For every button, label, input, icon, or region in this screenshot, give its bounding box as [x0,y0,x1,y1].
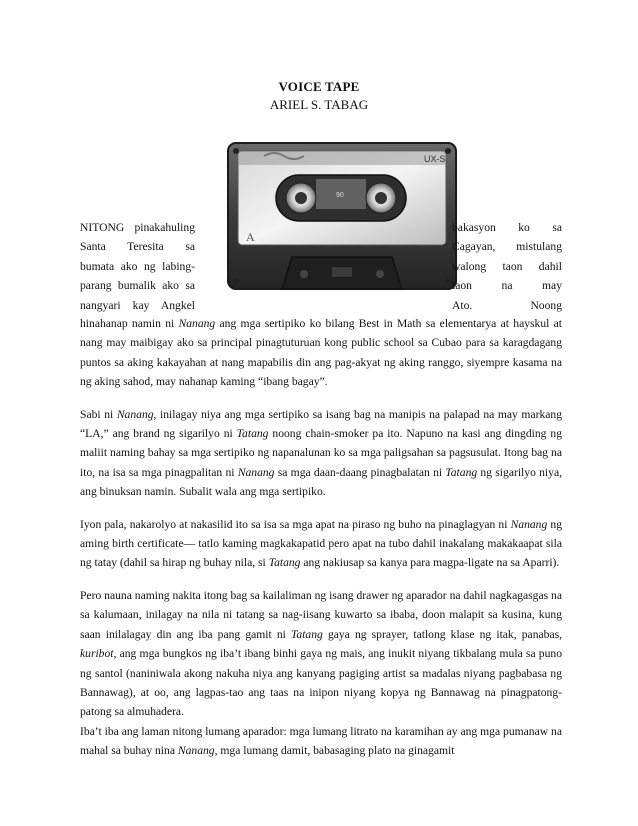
paragraph-3: Iyon pala, nakarolyo at nakasilid ito sa isa sa mga apat na piraso ng buho na pinaglagyan ni Nanang ng aming birth certificate— tatlo kaming magkakapatid pero apat na tubo dahil inakalang makakaapat sila ng tatay (dahil sa hirap ng buhay nila, si Tatang ang nakiusap sa kanya para magpa-ligate na sa Aparri). [80,517,562,570]
author-name: ARIEL S. TABAG [269,97,369,112]
paragraph-4: Pero nauna naming nakita itong bag sa kailaliman ng isang drawer ng aparador na dahil nagkagasgas na sa kalumaan, inilagay na nila ni tatang sa nag-iisang kuwarto sa ibaba, doon malapit sa kusina, kung saan inilalagay din ang iba pang gamit ni Tatang gaya ng sprayer, tatlong klase ng itak, panabas, kuribot, ang mga bungkos ng iba’t ibang binhi gaya ng mais, ang inukit niyang tikbalang mula sa puno ng santol (naniniwala akong nakuha niya ang kanyang pagiging artist sa madalas niyang pagbabasa ng Bannawag), at oo, ang lagpas-tao ang taas na inipon niyang kopya ng Bannawag na pinagpatong-patong sa almuhadera. [80,588,562,719]
wrap-line: bakasyon ko sa [452,221,562,234]
tape-minutes-label: 90 [336,192,344,199]
paragraph-1: hinahanap namin ni Nanang ang mga sertipiko ko bilang Best in Math sa elementarya at hayskul at nang may maibigay ako sa principal pinagtuturuan kong public school sa Cubao para sa karagdagang puntos sa aking kakayahan at nang mapabilis din ang pag-akyat ng aking ranggo, siyempre kasama na ng aking sahod, may nahanap kaming “ibang bagay”. [80,317,562,389]
wrap-line: NITONG pinakahuling [80,221,195,234]
document-title: VOICE TAPE [278,79,360,94]
wrap-line: parang bumalik ako sa [80,279,195,293]
tape-side-label: A [246,230,255,244]
wrap-text-right [452,218,562,315]
wrap-line: walong taon dahil [452,259,562,273]
wrap-line: Santa Teresita sa [80,240,195,254]
wrap-line: nangyari kay Angkel [80,298,195,312]
paragraph-5: Iba’t iba ang laman nitong lumang aparador: mga lumang litrato na karamihan ay ang mga pumanaw na mahal sa buhay nina Nanang, mga lumang damit, babasaging plato na ginagamit [80,724,562,758]
wrap-text-left [80,218,195,315]
body-text [80,314,562,761]
paragraph-2: Sabi ni Nanang, inilagay niya ang mga sertipiko sa isang bag na manipis na palapad na may markang “LA,” ang brand ng sigarilyo ni Tatang noong chain-smoker pa ito. Napuno na kasi ang dingding ng maliit naming bahay sa mga sertipiko ng napanalunan ko sa mga paligsahan sa pagsusulat. Itong bag na ito, na isa sa mga pinagpalitan ni Nanang sa mga daan-daang pinagbalatan ni Tatang ng sigarilyo niya, ang binuksan namin. Subalit wala ang mga sertipiko. [80,407,563,499]
wrap-line: taon na may [452,279,562,293]
cassette-tape-icon [224,137,460,295]
wrap-line: Ato. Noong [452,298,562,312]
tape-brand-label: UX-S [424,154,446,164]
wrap-line: Cagayan, mistulang [452,240,562,254]
wrap-line: bumata ako ng labing- [80,259,195,273]
